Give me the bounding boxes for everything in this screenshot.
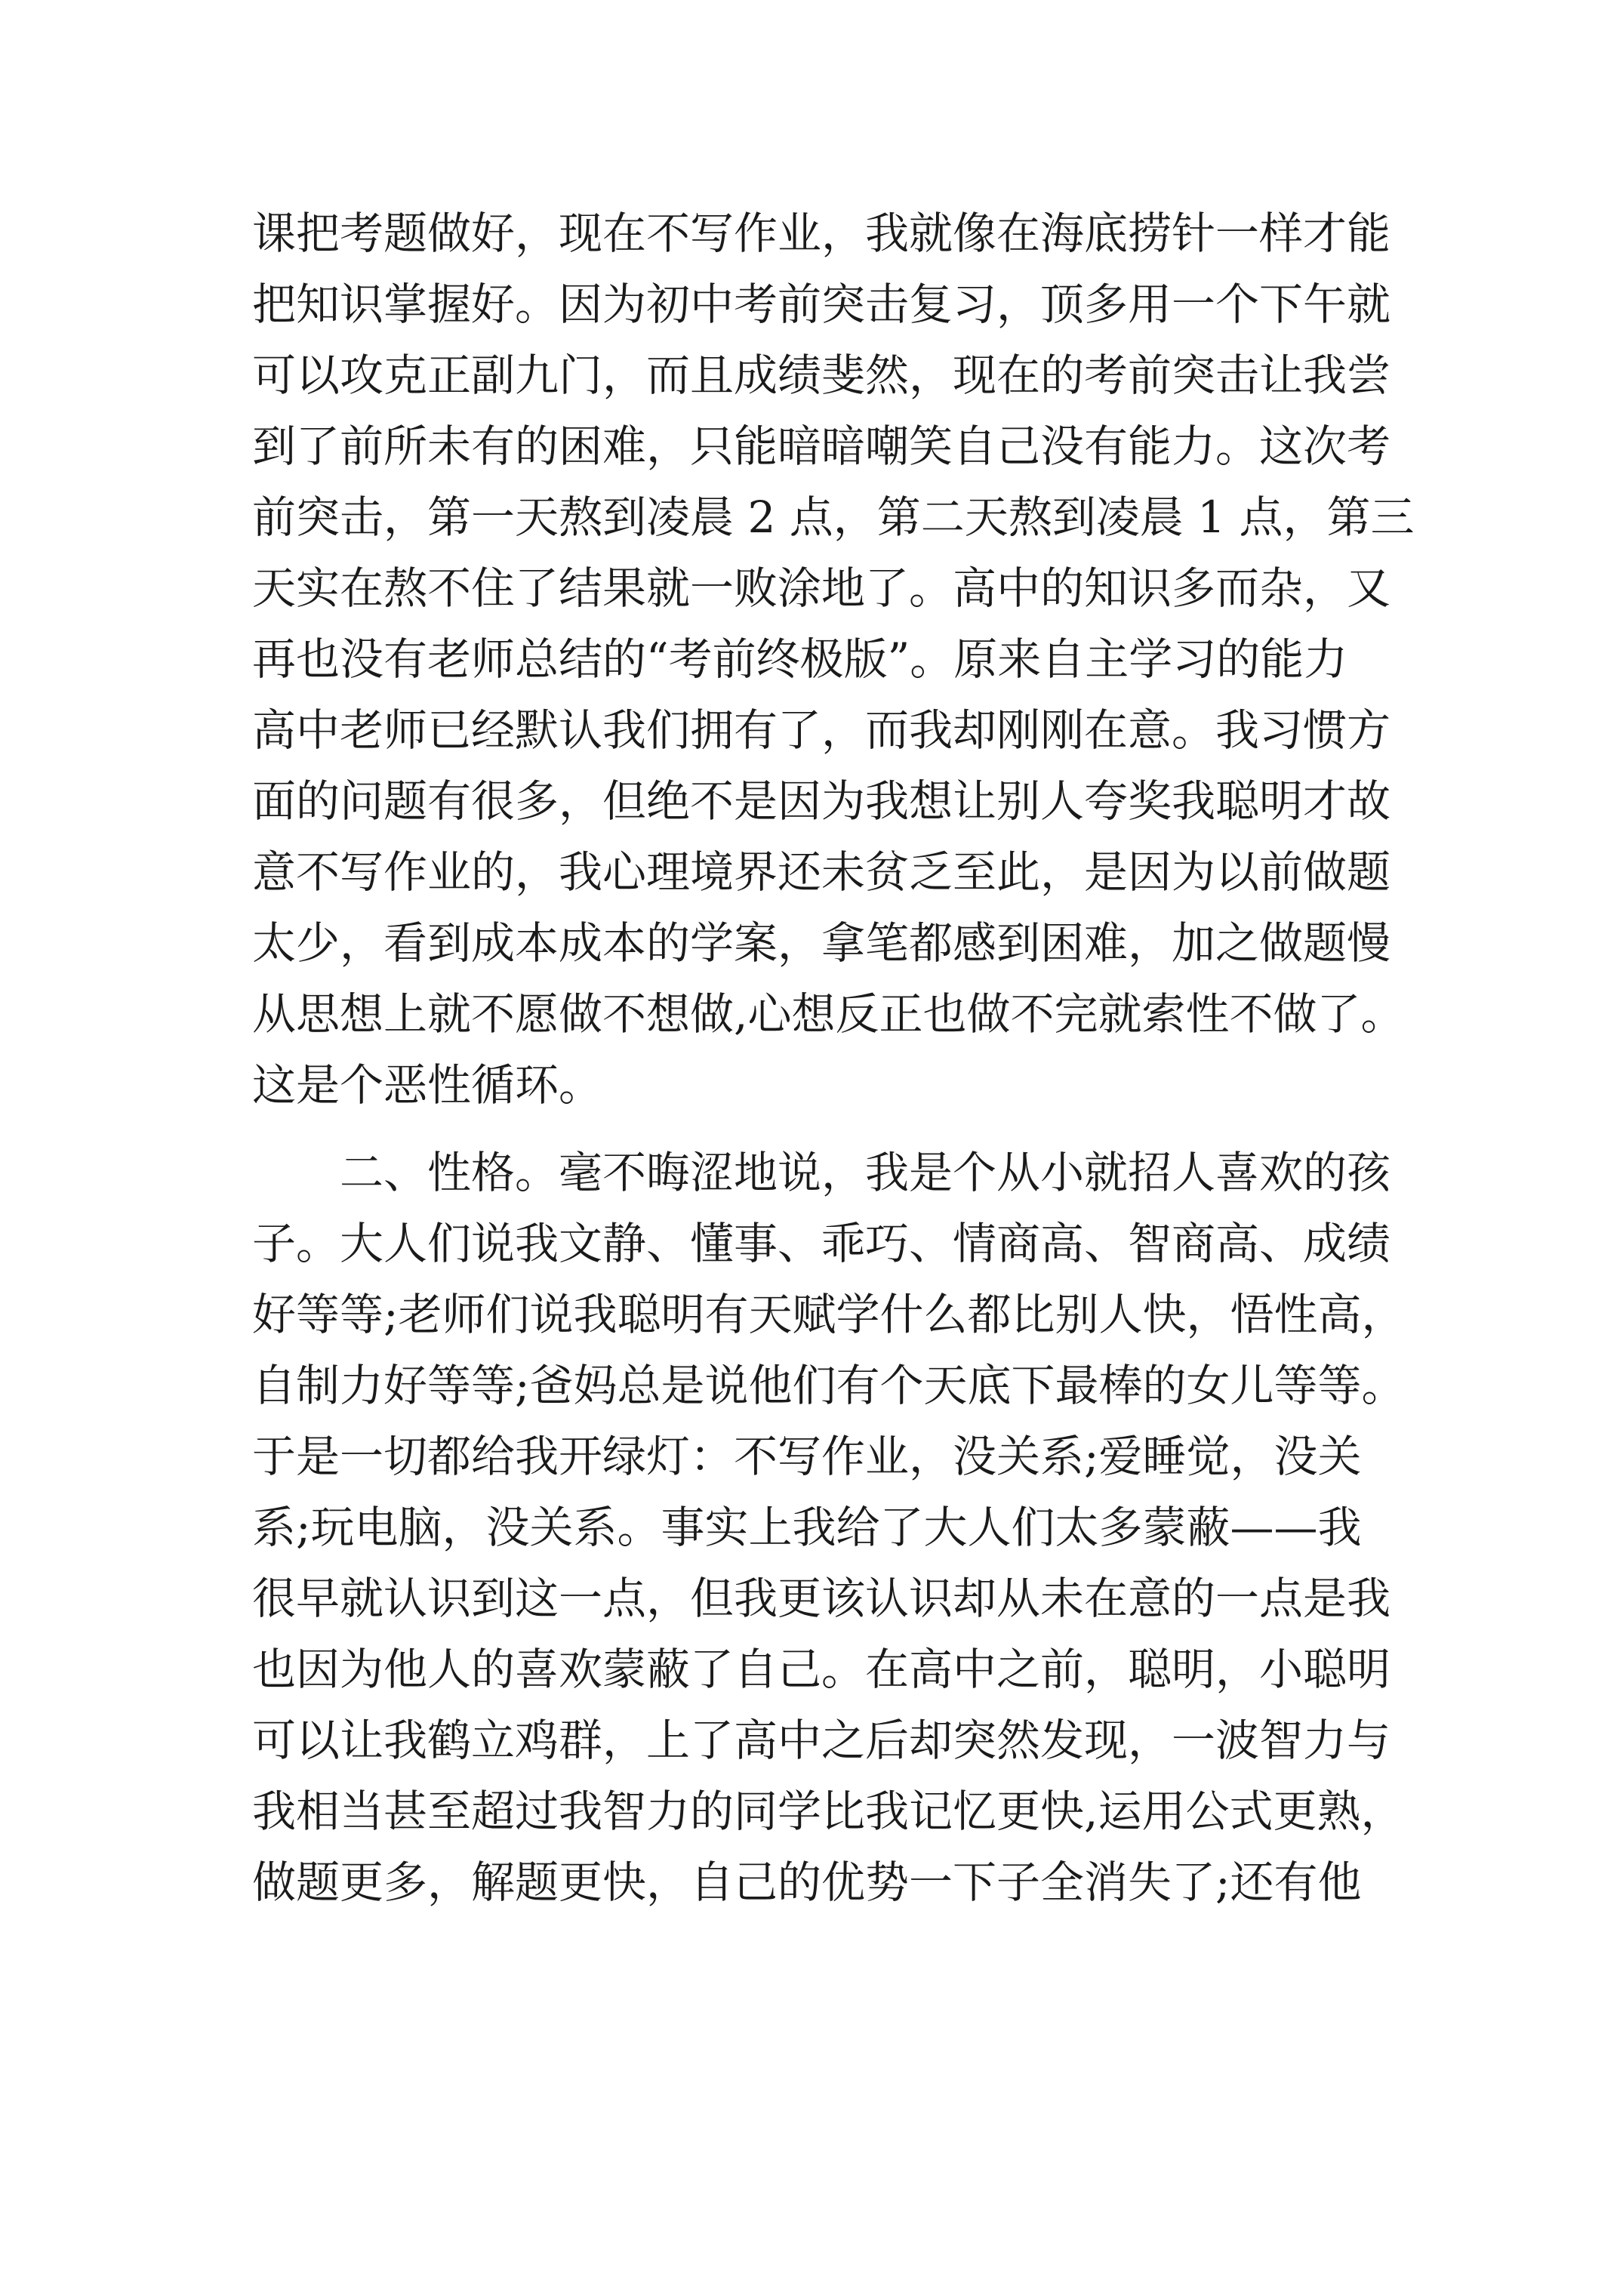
text-line: 可以攻克正副九门，而且成绩斐然，现在的考前突击让我尝 [252,350,1391,401]
paragraph-start-line: 二、性格。毫不晦涩地说，我是个从小就招人喜欢的孩 [252,1147,1391,1198]
text-line: 于是一切都给我开绿灯：不写作业，没关系;爱睡觉，没关 [252,1431,1362,1482]
text-line: 这是个恶性循环。 [252,1059,603,1111]
text-line: 意不写作业的，我心理境界还未贫乏至此，是因为以前做题 [252,846,1391,898]
text-line: 课把考题做好，现在不写作业，我就像在海底捞针一样才能 [252,208,1391,259]
text-line: 可以让我鹤立鸡群，上了高中之后却突然发现，一波智力与 [252,1715,1391,1766]
text-line: 也因为他人的喜欢蒙蔽了自己。在高中之前，聪明，小聪明 [252,1644,1391,1695]
text-line: 高中老师已经默认我们拥有了，而我却刚刚在意。我习惯方 [252,704,1391,756]
text-line: 我相当甚至超过我智力的同学比我记忆更快,运用公式更熟， [252,1786,1405,1837]
text-line: 自制力好等等;爸妈总是说他们有个天底下最棒的女儿等等。 [252,1360,1406,1411]
body-text [252,198,1415,1918]
text-line: 从思想上就不愿做不想做,心想反正也做不完就索性不做了。 [252,988,1405,1040]
text-line: 系;玩电脑，没关系。事实上我给了大人们太多蒙蔽——我 [252,1502,1362,1553]
text-line: 好等等;老师们说我聪明有天赋学什么都比别人快，悟性高， [252,1289,1406,1340]
text-line: 把知识掌握好。因为初中考前突击复习，顶多用一个下午就 [252,279,1391,330]
text-line: 到了前所未有的困难，只能暗暗嘲笑自己没有能力。这次考 [252,421,1391,472]
text-line: 天实在熬不住了结果就一败涂地了。高中的知识多而杂，又 [252,562,1391,614]
text-line: 很早就认识到这一点，但我更该认识却从未在意的一点是我 [252,1573,1391,1624]
text-line: 再也没有老师总结的“考前终极版”。原来自主学习的能力 [252,633,1348,685]
text-line: 子。大人们说我文静、懂事、乖巧、情商高、智商高、成绩 [252,1218,1391,1269]
text-line: 面的问题有很多，但绝不是因为我想让别人夸奖我聪明才故 [252,775,1391,827]
text-line: 前突击，第一天熬到凌晨 2 点，第二天熬到凌晨 1 点，第三 [252,492,1415,543]
paragraph-gap [252,1120,1384,1137]
text-line: 做题更多，解题更快，自己的优势一下子全消失了;还有他 [252,1857,1362,1908]
text-line: 太少，看到成本成本的学案，拿笔都感到困难，加之做题慢 [252,917,1391,969]
